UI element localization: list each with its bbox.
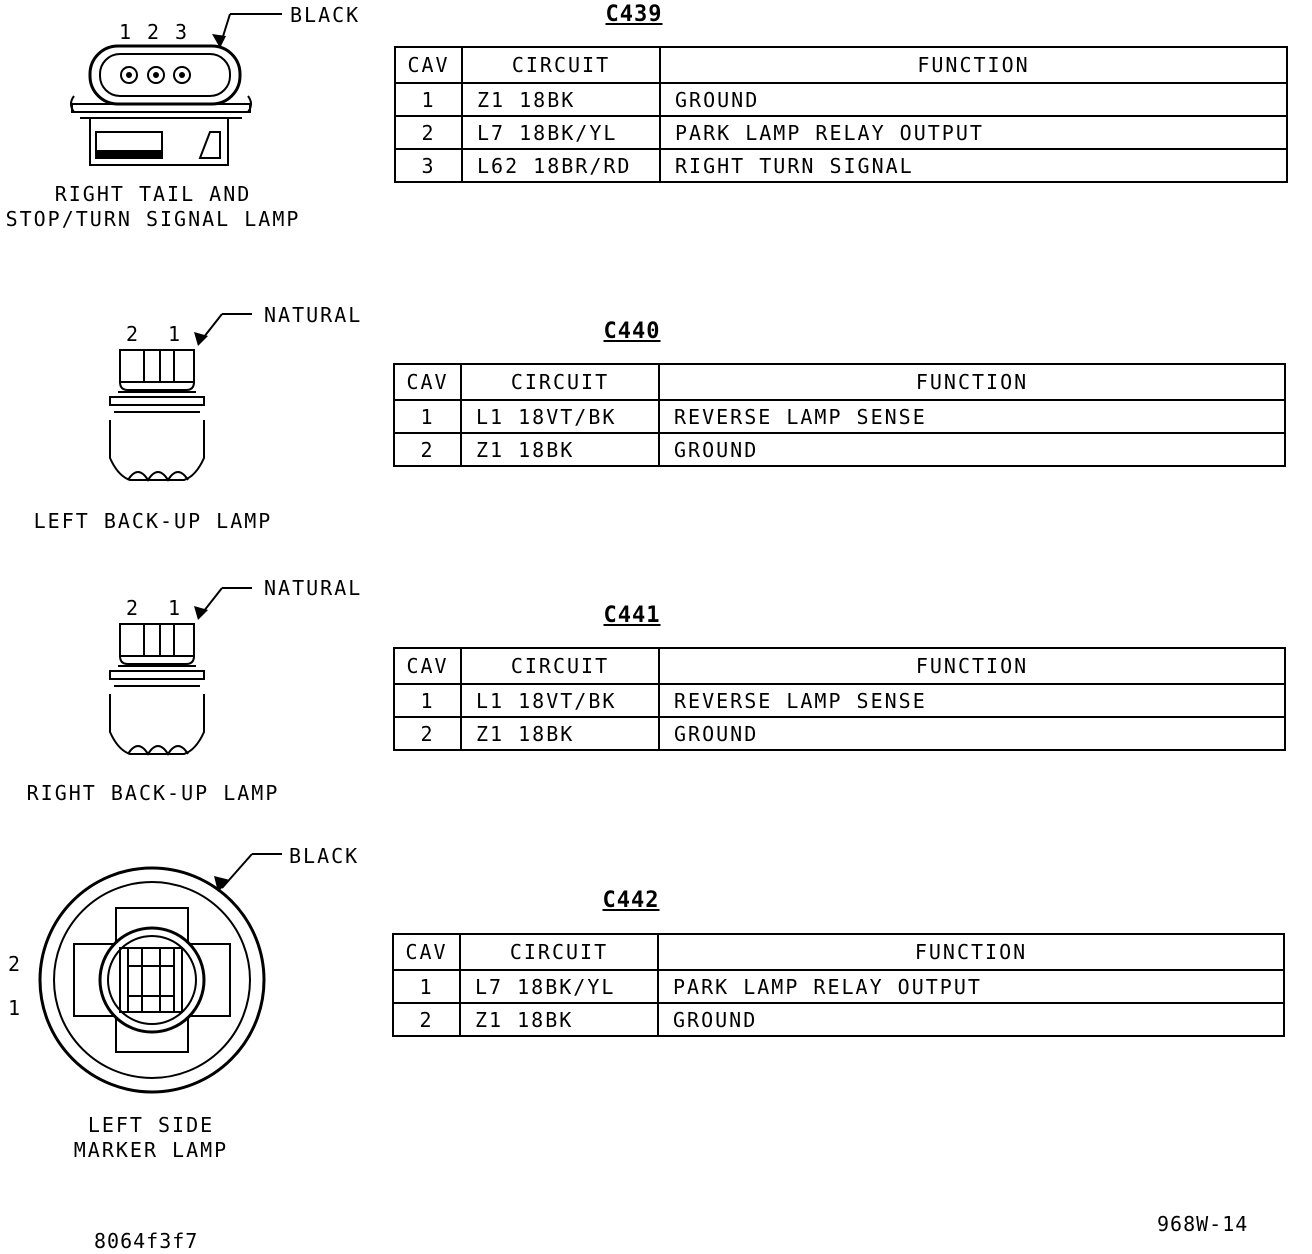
c442-title: C442 xyxy=(602,888,660,913)
c440-pin-2: 2 xyxy=(126,322,141,346)
c441-table xyxy=(393,647,1286,751)
c441-lamp-label: RIGHT BACK-UP LAMP xyxy=(26,781,280,805)
c441-title: C441 xyxy=(603,603,661,628)
c442-pin-1: 1 xyxy=(8,996,23,1020)
header-circuit: CIRCUIT xyxy=(461,364,659,400)
table-header-row xyxy=(394,648,1285,684)
table-row xyxy=(393,1003,1284,1036)
c439-table xyxy=(394,46,1288,183)
c439-connector-drawing xyxy=(60,0,380,180)
table-row xyxy=(395,149,1287,182)
cell-function: GROUND xyxy=(659,433,1285,466)
header-function: FUNCTION xyxy=(660,47,1287,83)
cell-cav: 1 xyxy=(395,83,462,116)
header-circuit: CIRCUIT xyxy=(462,47,660,83)
cell-function: GROUND xyxy=(660,83,1287,116)
c442-lamp-label-line-1: LEFT SIDE xyxy=(87,1113,215,1137)
header-function: FUNCTION xyxy=(659,364,1285,400)
c440-color-label: NATURAL xyxy=(264,303,363,327)
cell-function: REVERSE LAMP SENSE xyxy=(659,400,1285,433)
cell-circuit: L1 18VT/BK xyxy=(461,400,659,433)
c439-title: C439 xyxy=(605,2,663,27)
cell-function: GROUND xyxy=(659,717,1285,750)
cell-function: RIGHT TURN SIGNAL xyxy=(660,149,1287,182)
cell-circuit: L62 18BR/RD xyxy=(462,149,660,182)
c440-table xyxy=(393,363,1286,467)
header-function: FUNCTION xyxy=(658,934,1284,970)
cell-circuit: L7 18BK/YL xyxy=(460,970,658,1003)
cell-circuit: L1 18VT/BK xyxy=(461,684,659,717)
header-circuit: CIRCUIT xyxy=(460,934,658,970)
cell-circuit: Z1 18BK xyxy=(461,433,659,466)
cell-function: PARK LAMP RELAY OUTPUT xyxy=(658,970,1284,1003)
cell-circuit: Z1 18BK xyxy=(461,717,659,750)
c441-pin-2: 2 xyxy=(126,596,141,620)
c440-pin-1: 1 xyxy=(168,322,183,346)
c440-lamp-label: LEFT BACK-UP LAMP xyxy=(33,509,273,533)
c441-pin-1: 1 xyxy=(168,596,183,620)
cell-circuit: Z1 18BK xyxy=(462,83,660,116)
table-header-row xyxy=(395,47,1287,83)
c439-pin-1: 1 xyxy=(119,20,134,44)
c439-lamp-label-line-2: STOP/TURN SIGNAL LAMP xyxy=(5,207,301,231)
cell-cav: 2 xyxy=(393,1003,460,1036)
cell-cav: 3 xyxy=(395,149,462,182)
cell-circuit: L7 18BK/YL xyxy=(462,116,660,149)
footer-figure-code: 968W-14 xyxy=(1157,1212,1249,1236)
table-row xyxy=(394,684,1285,717)
header-cav: CAV xyxy=(395,47,462,83)
cell-function: GROUND xyxy=(658,1003,1284,1036)
table-row xyxy=(394,433,1285,466)
cell-cav: 2 xyxy=(395,116,462,149)
c441-color-label: NATURAL xyxy=(264,576,363,600)
c442-connector-drawing xyxy=(30,840,350,1120)
table-row xyxy=(394,400,1285,433)
c442-color-label: BLACK xyxy=(289,844,360,868)
cell-function: PARK LAMP RELAY OUTPUT xyxy=(660,116,1287,149)
c439-pin-2: 2 xyxy=(147,20,162,44)
table-row xyxy=(393,970,1284,1003)
c442-lamp-label-line-2: MARKER LAMP xyxy=(73,1138,229,1162)
table-header-row xyxy=(394,364,1285,400)
c439-pin-3: 3 xyxy=(175,20,190,44)
cell-circuit: Z1 18BK xyxy=(460,1003,658,1036)
c439-color-label: BLACK xyxy=(290,3,361,27)
table-row xyxy=(395,116,1287,149)
table-header-row xyxy=(393,934,1284,970)
header-circuit: CIRCUIT xyxy=(461,648,659,684)
cell-cav: 1 xyxy=(394,400,461,433)
c442-pin-2: 2 xyxy=(8,952,23,976)
c442-table xyxy=(392,933,1285,1037)
cell-cav: 1 xyxy=(394,684,461,717)
header-function: FUNCTION xyxy=(659,648,1285,684)
footer-image-code: 8064f3f7 xyxy=(94,1229,199,1253)
cell-cav: 2 xyxy=(394,717,461,750)
cell-function: REVERSE LAMP SENSE xyxy=(659,684,1285,717)
c439-lamp-label-line-1: RIGHT TAIL AND xyxy=(54,182,252,206)
table-row xyxy=(394,717,1285,750)
c440-title: C440 xyxy=(603,319,661,344)
cell-cav: 1 xyxy=(393,970,460,1003)
header-cav: CAV xyxy=(394,364,461,400)
header-cav: CAV xyxy=(393,934,460,970)
table-row xyxy=(395,83,1287,116)
header-cav: CAV xyxy=(394,648,461,684)
cell-cav: 2 xyxy=(394,433,461,466)
